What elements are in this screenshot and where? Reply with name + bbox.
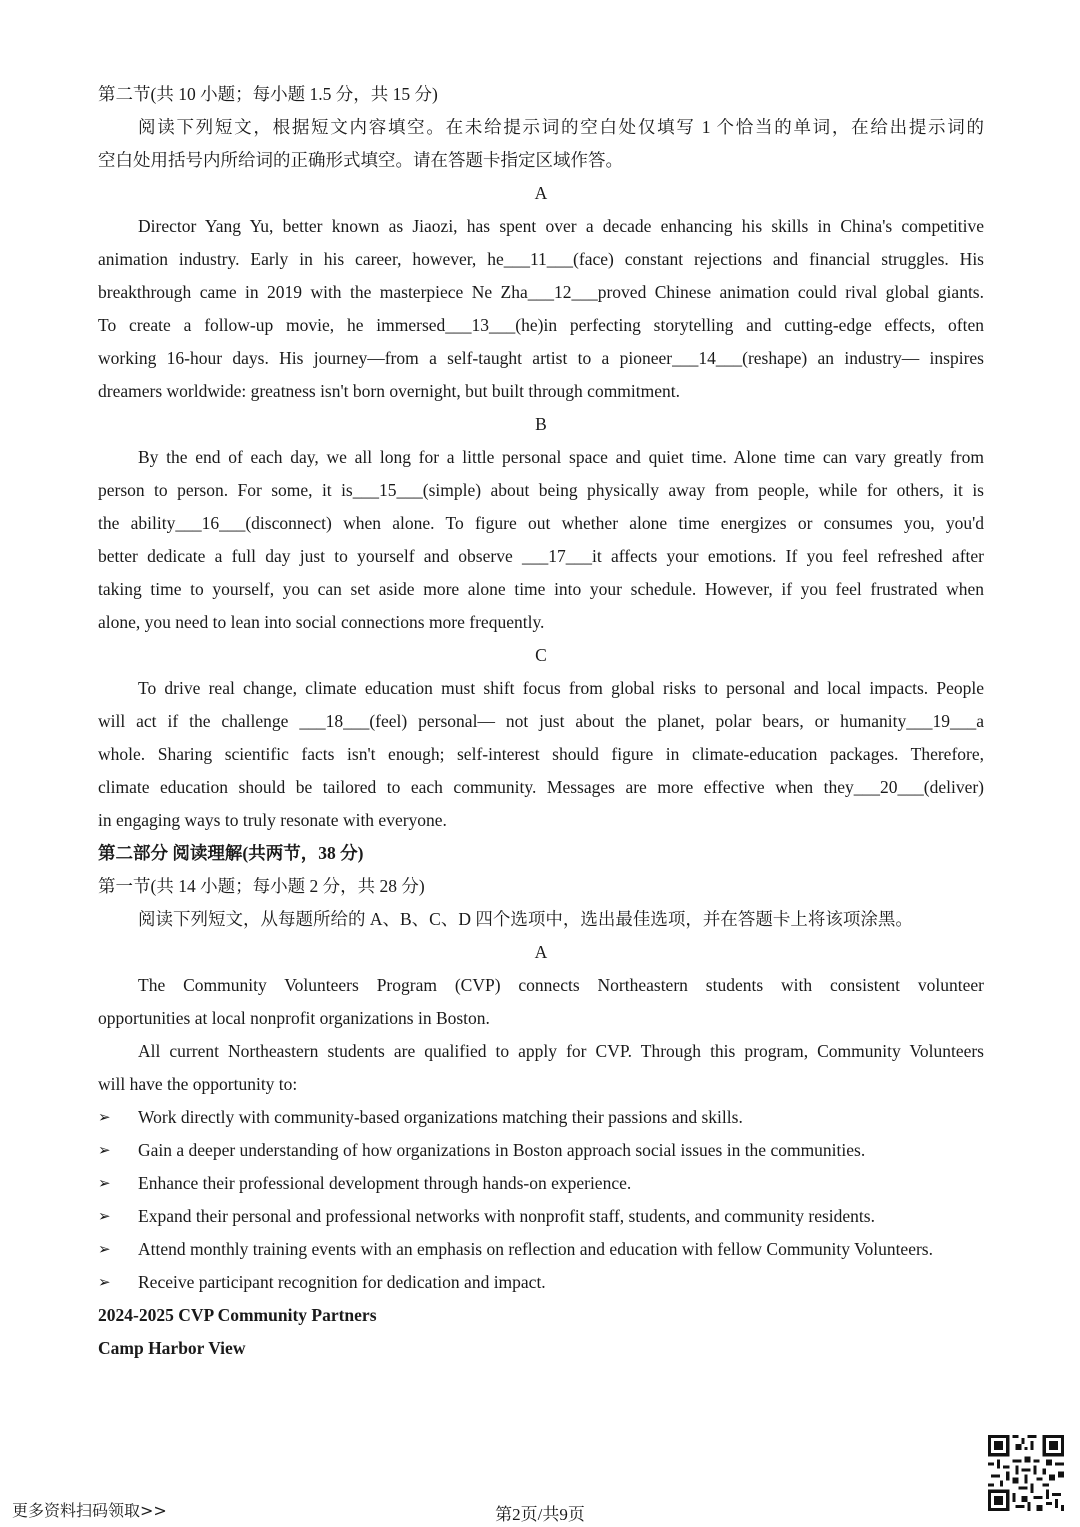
passage-a-line: working 16-hour days. His journey—from a self-taught artist to a pioneer___14___(reshape) an industry— inspires: [98, 348, 984, 368]
reading-a-paragraph-line: All current Northeastern students are qualified to apply for CVP. Through this program, Community Volunteers: [138, 1041, 984, 1061]
passage-b-line: person to person. For some, it is___15___(simple) about being physically away from people, while for others, it is: [98, 480, 984, 500]
passage-b-line: better dedicate a full day just to yourself and observe ___17___it affects your emotions. If you feel refreshed after: [98, 546, 984, 566]
reading-a-label: A: [534, 942, 548, 962]
bullet-text: Receive participant recognition for dedication and impact.: [138, 1272, 546, 1292]
bullet-item: [98, 1200, 984, 1233]
passage-a-line: dreamers worldwide: greatness isn't born overnight, but built through commitment.: [98, 381, 681, 401]
section2-instruction-line-2: 空白处用括号内所给词的正确形式填空。请在答题卡指定区域作答。: [98, 150, 623, 170]
reading-a-paragraph-line: The Community Volunteers Program (CVP) connects Northeastern students with consistent volunteer: [138, 975, 984, 995]
bullet-text: Gain a deeper understanding of how organizations in Boston approach social issues in the communities.: [138, 1140, 866, 1160]
passage-a-line: animation industry. Early in his career, however, he___11___(face) constant rejections and financial struggles. His: [98, 249, 984, 269]
passage-c-line: To drive real change, climate education must shift focus from global risks to personal and local impacts. People: [138, 678, 984, 698]
footer-promo-link[interactable]: 更多资料扫码领取>>: [12, 1501, 167, 1520]
part2-title: 第二部分 阅读理解(共两节，38 分): [98, 843, 364, 863]
passage-a-line: breakthrough came in 2019 with the masterpiece Ne Zha___12___proved Chinese animation could rival global giants.: [98, 282, 984, 302]
passage-a-line: To create a follow-up movie, he immersed___13___(he)in perfecting storytelling and cutting-edge effects, often: [98, 315, 984, 335]
partners-title: 2024-2025 CVP Community Partners: [98, 1305, 377, 1325]
bullet-item: [98, 1101, 984, 1134]
page-number: 第2页/共9页: [495, 1505, 585, 1524]
passage-c-line: climate education should be tailored to each community. Messages are more effective when they___20___(deliver): [98, 777, 984, 797]
bullet-text: Work directly with community-based organizations matching their passions and skills.: [138, 1107, 743, 1127]
arrow-bullet-icon: ➢: [98, 1207, 111, 1225]
passage-c-line: will act if the challenge ___18___(feel) personal— not just about the planet, polar bears, or humanity___19___a: [98, 711, 984, 731]
part2-instruction: 阅读下列短文，从每题所给的 A、B、C、D 四个选项中，选出最佳选项，并在答题卡上将该项涂黑。: [138, 909, 913, 929]
exam-page: [98, 78, 984, 1365]
arrow-bullet-icon: ➢: [98, 1174, 111, 1192]
passage-b-label: B: [535, 414, 547, 434]
passage-a-line: Director Yang Yu, better known as Jiaozi, has spent over a decade enhancing his skills in China's competitive: [138, 216, 984, 236]
arrow-bullet-icon: ➢: [98, 1108, 111, 1126]
bullet-item: [98, 1134, 984, 1167]
passage-b-line: By the end of each day, we all long for a little personal space and quiet time. Alone time can vary greatly from: [138, 447, 984, 467]
bullet-item: [98, 1266, 984, 1299]
reading-a-paragraph-line: opportunities at local nonprofit organizations in Boston.: [98, 1008, 490, 1028]
passage-b-line: taking time to yourself, you can set aside more alone time into your schedule. However, if you feel frustrated when: [98, 579, 984, 599]
bullet-item: [98, 1167, 984, 1200]
passage-c-label: C: [535, 645, 547, 665]
arrow-bullet-icon: ➢: [98, 1273, 111, 1291]
passage-c-line: in engaging ways to truly resonate with everyone.: [98, 810, 447, 830]
section2-instruction-line-1: 阅读下列短文，根据短文内容填空。在未给提示词的空白处仅填写 1 个恰当的单词，在给出提示词的: [138, 117, 984, 137]
qr-code-icon[interactable]: [988, 1435, 1064, 1511]
passage-b-line: the ability___16___(disconnect) when alone. To figure out whether alone time energizes or consumes you, you'd: [98, 513, 984, 533]
passage-a-label: A: [534, 183, 548, 203]
arrow-bullet-icon: ➢: [98, 1141, 111, 1159]
bullet-item: [98, 1233, 984, 1266]
passage-b-line: alone, you need to lean into social connections more frequently.: [98, 612, 545, 632]
reading-a-paragraph-line: will have the opportunity to:: [98, 1074, 298, 1094]
partner-name: Camp Harbor View: [98, 1338, 246, 1358]
arrow-bullet-icon: ➢: [98, 1240, 111, 1258]
part2-section1-title: 第一节(共 14 小题；每小题 2 分，共 28 分): [98, 876, 425, 896]
bullet-text: Expand their personal and professional networks with nonprofit staff, students, and community residents.: [138, 1206, 875, 1226]
section2-title: 第二节(共 10 小题；每小题 1.5 分，共 15 分): [98, 84, 438, 104]
bullet-text: Enhance their professional development through hands-on experience.: [138, 1173, 632, 1193]
bullet-text: Attend monthly training events with an emphasis on reflection and education with fellow Community Volunteers.: [138, 1239, 933, 1259]
passage-c-line: whole. Sharing scientific facts isn't enough; self-interest should figure in climate-education packages. Therefore,: [98, 744, 984, 764]
